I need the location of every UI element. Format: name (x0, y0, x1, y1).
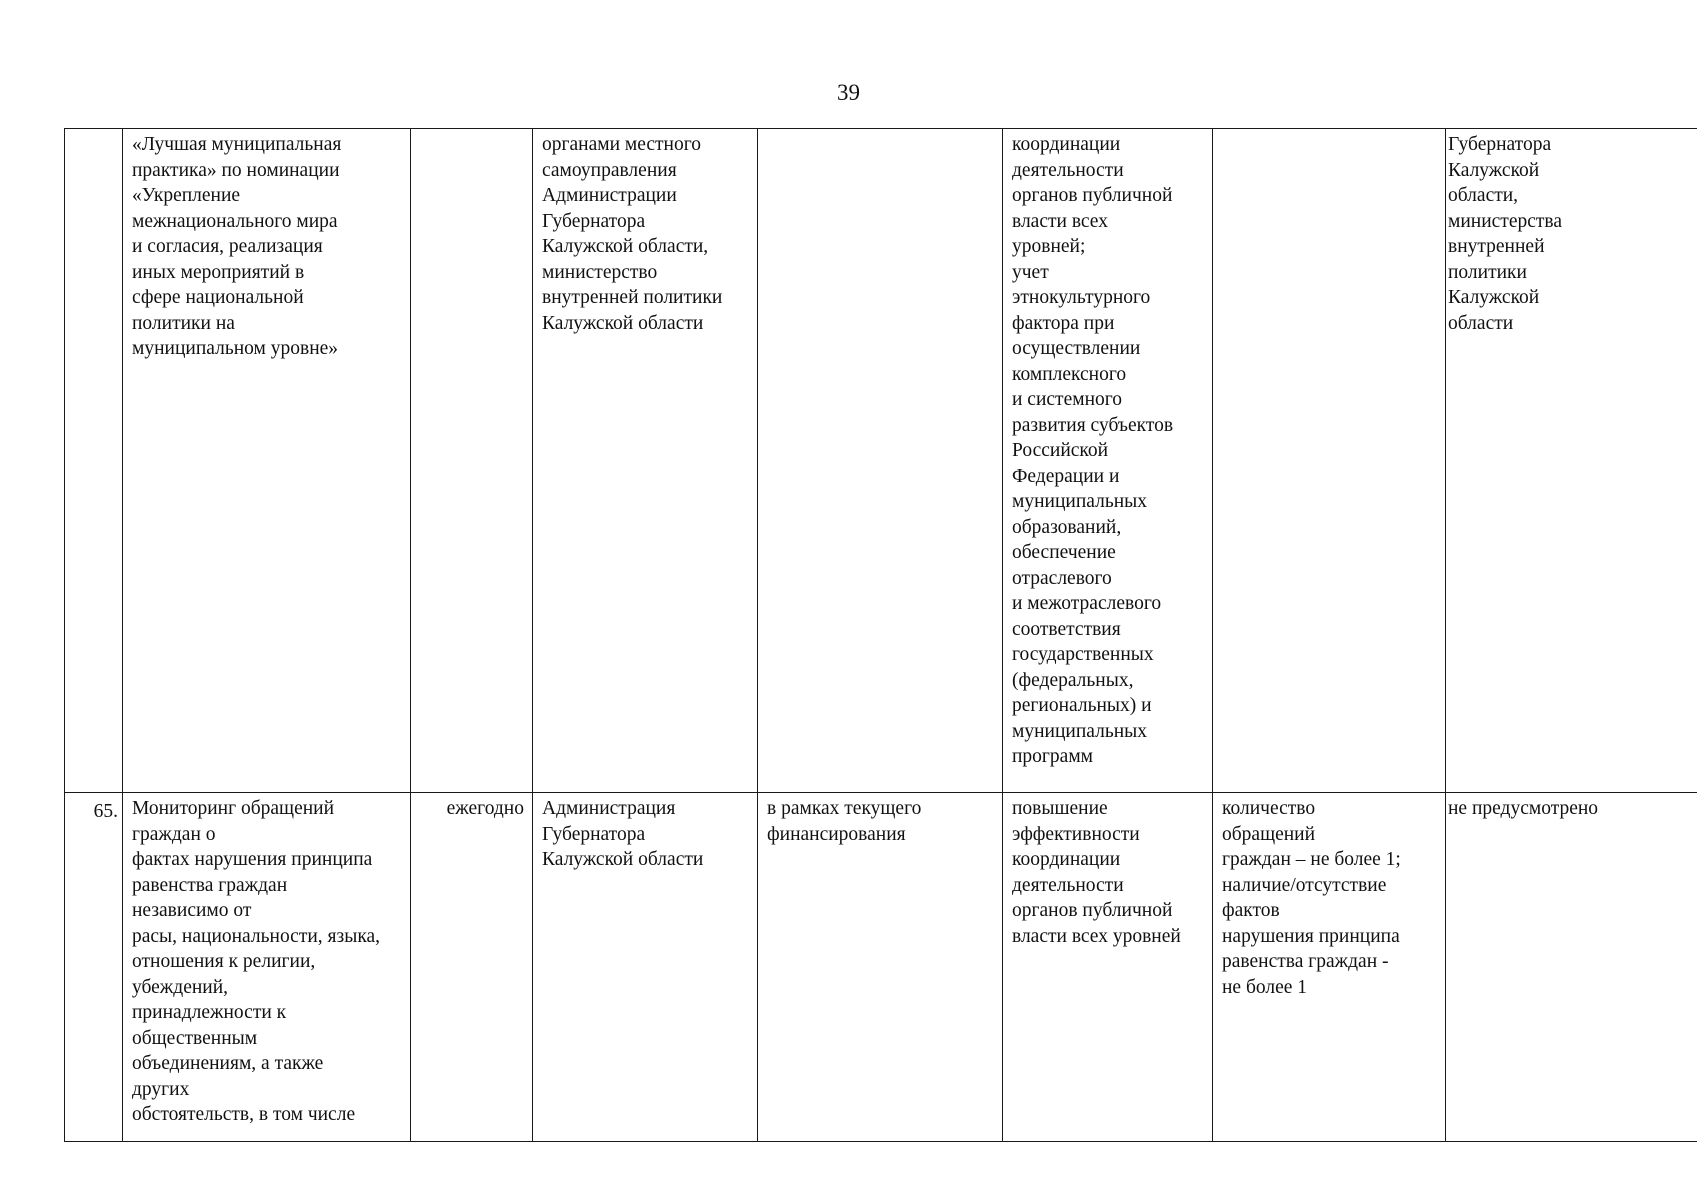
indicator-cell: количество обращений граждан – не более 1; наличие/отсутствие фактов нарушения принципа равенства граждан - не более 1 (1213, 793, 1446, 1142)
other-cell: не предусмотрено (1446, 793, 1697, 1142)
indicator-cell (1213, 129, 1446, 793)
table-row (65, 129, 1697, 793)
result-cell: координации деятельности органов публичной власти всех уровней; учет этнокультурного фактора при осуществлении комплексного и системного развития субъектов Российской Федерации и муниципальных образований, обеспечение отраслевого и межотраслевого соответствия государственных (федеральных, региональных) и муниципальных программ (1003, 129, 1213, 793)
executor-cell: Администрация Губернатора Калужской области (533, 793, 758, 1142)
page-number: 39 (837, 80, 860, 105)
activity-cell: Мониторинг обращений граждан о фактах нарушения принципа равенства граждан независимо от расы, национальности, языка, отношения к религии, убеждений, принадлежности к общественным объединениям, а также других обстоятельств, в том числе (123, 793, 411, 1142)
other-cell: Губернатора Калужской области, министерства внутренней политики Калужской области (1446, 129, 1697, 793)
period-cell: ежегодно (411, 793, 533, 1142)
activity-cell: «Лучшая муниципальная практика» по номинации «Укрепление межнационального мира и согласия, реализация иных мероприятий в сфере национальной политики на муниципальном уровне» (123, 129, 411, 793)
executor-cell: органами местного самоуправления Администрации Губернатора Калужской области, министерство внутренней политики Калужской области (533, 129, 758, 793)
plan-table (64, 128, 1697, 1142)
row-number: 65. (65, 793, 123, 1142)
result-cell: повышение эффективности координации деятельности органов публичной власти всех уровней (1003, 793, 1213, 1142)
funding-cell: в рамках текущего финансирования (758, 793, 1003, 1142)
funding-cell (758, 129, 1003, 793)
row-number (65, 129, 123, 793)
period-cell (411, 129, 533, 793)
table-row (65, 793, 1697, 1142)
